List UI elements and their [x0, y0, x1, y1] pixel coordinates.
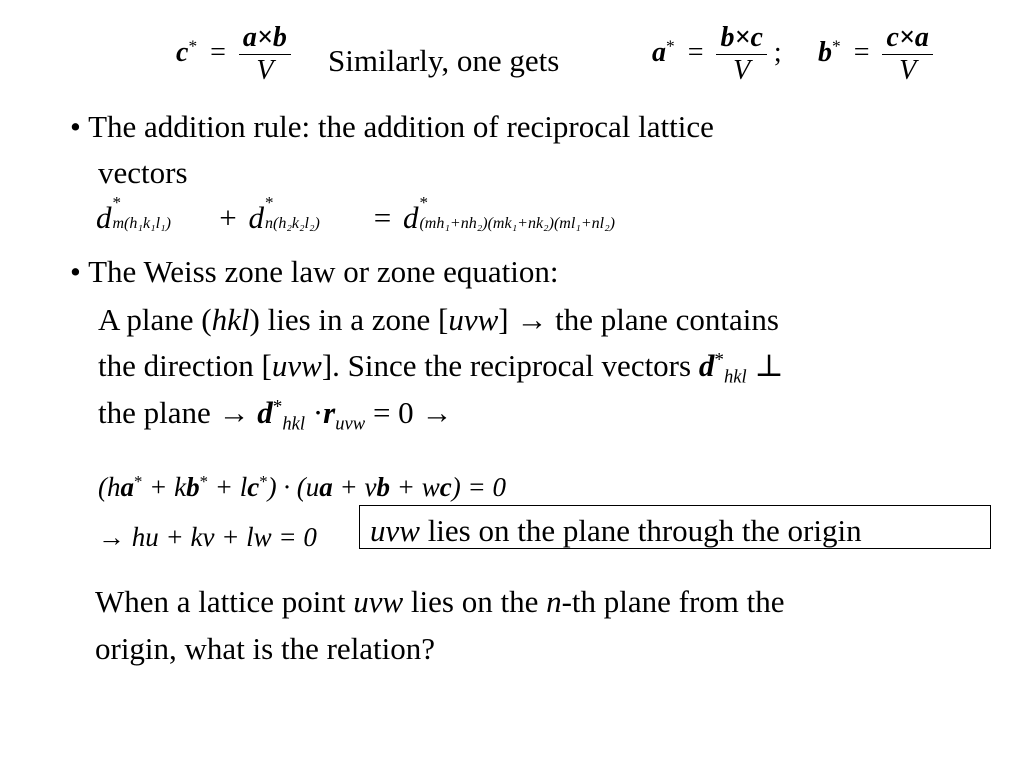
a-star-equation: a* = $\frac{b\times c}{V}$ ; [652, 22, 782, 87]
question-line1: When a lattice point uvw lies on the n-th plane from the [95, 584, 785, 619]
zone-equation: (ha* + kb* + lc*) · (ua + vb + wc) = 0 [98, 471, 506, 502]
bullet-weiss-zone-law [70, 256, 558, 287]
addition-equation: d * m(h₁k₁l₁) + d * n(h₂k₂l₂) = d * (mh₁+nh₂)(mk₁+nk₂)(ml₁+nl₂) [96, 193, 615, 235]
weiss-line3: the plane → $d^*_{hkl} \cdot r_{uvw} = 0$ → [98, 395, 453, 435]
addition-rule-line2: vectors [98, 155, 188, 190]
addition-rule-line1: The addition rule: the addition of reciprocal lattice [88, 109, 714, 144]
weiss-line2: the direction [uvw]. Since the reciprocal vectors $d^*_{hkl}$ ⊥ [98, 348, 784, 388]
weiss-line1: A plane (hkl) lies in a zone [uvw] → the plane contains [98, 302, 779, 337]
bullet-icon: • [70, 109, 81, 144]
b-star-fraction: $\frac{c\times a}{V}$ [882, 22, 932, 87]
a-star-fraction: $\frac{b\times c}{V}$ [716, 22, 766, 87]
c-star-equation: c* = $\frac{a\times b}{V}$ [176, 22, 291, 87]
b-star-equation: b* = $\frac{c\times a}{V}$ [818, 22, 933, 87]
question-line2: origin, what is the relation? [95, 631, 436, 666]
uvw-origin-box: uvw lies on the plane through the origin [359, 505, 991, 549]
c-star-fraction: $\frac{a\times b}{V}$ [239, 22, 291, 87]
zone-result-equation: → hu + kv + lw = 0 [98, 522, 317, 552]
weiss-heading: The Weiss zone law or zone equation: [88, 254, 559, 289]
similarly-text: Similarly, one gets [328, 43, 560, 78]
bullet-addition-rule [70, 111, 714, 142]
bullet-icon: • [70, 254, 81, 289]
c-star-symbol: c [176, 37, 189, 69]
